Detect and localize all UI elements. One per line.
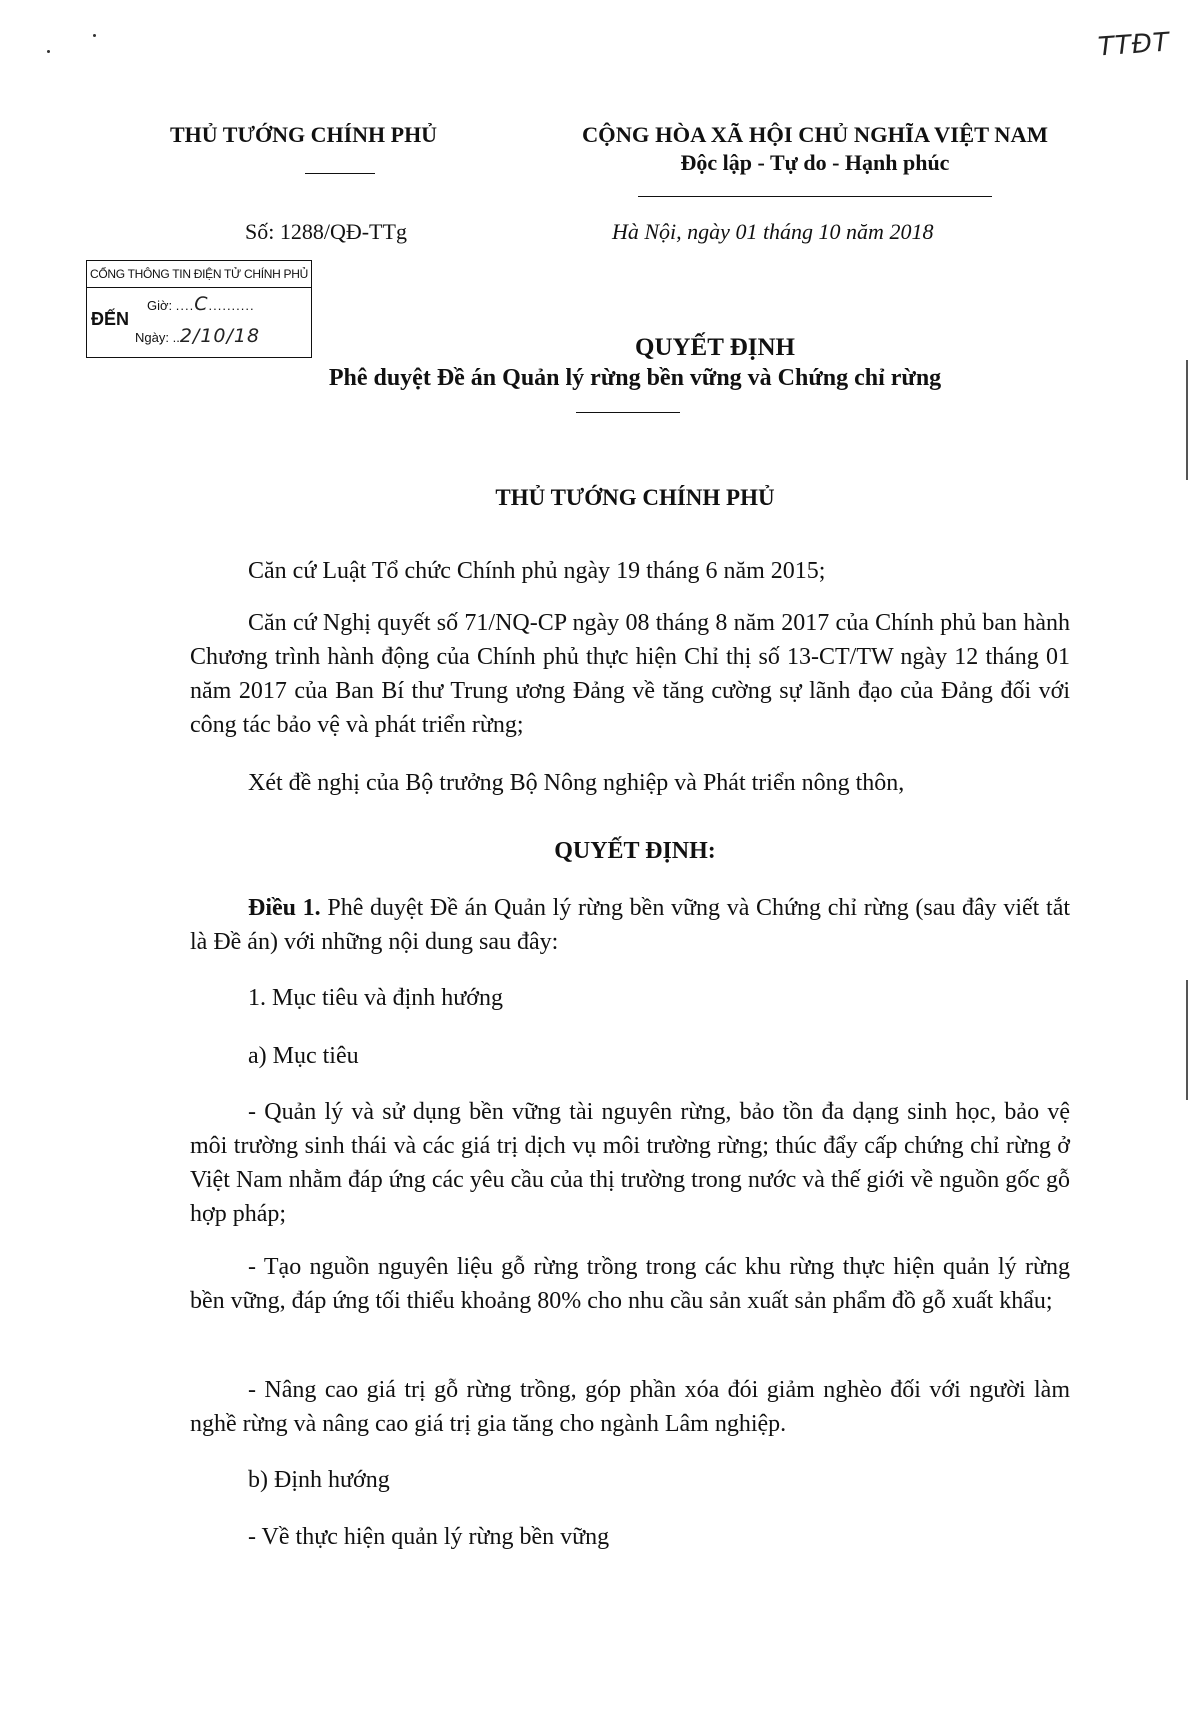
scan-edge-line [1186,980,1188,1100]
objective-bullet-2: - Tạo nguồn nguyên liệu gỗ rừng trồng trong các khu rừng thực hiện quản lý rừng bền vững, đáp ứng tối thiểu khoảng 80% cho nhu cầu sản xuất sản phẩm đồ gỗ xuất khẩu; [190,1254,1070,1314]
scan-speck [93,34,96,37]
stamp-time-label: Giờ: [147,298,173,313]
stamp-date-value: 2/10/18 [179,325,261,347]
stamp-time-row: Giờ: ....C.......... [147,293,255,315]
section-a-heading: a) Mục tiêu [248,1043,359,1069]
legal-basis-2: Căn cứ Nghị quyết số 71/NQ-CP ngày 08 tháng 8 năm 2017 của Chính phủ ban hành Chương trình hành động của Chính phủ thực hiện Chỉ thị số 13-CT/TW ngày 12 tháng 01 năm 2017 của Ban Bí thư Trung ương Đảng về tăng cường sự lãnh đạo của Đảng đối với công tác bảo vệ và phát triển rừng; [190,610,1070,738]
decision-subtitle: Phê duyệt Đề án Quản lý rừng bền vững và Chứng chỉ rừng [328,365,942,391]
subtitle-underline [576,412,680,413]
stamp-date-row: Ngày: ..2/10/18 [135,325,261,347]
objective-bullet-3: - Nâng cao giá trị gỗ rừng trồng, góp phần xóa đói giảm nghèo đối với người làm nghề rừng và nâng cao giá trị gia tăng cho ngành Lâm nghiệp. [190,1377,1070,1437]
decides-heading: QUYẾT ĐỊNH: [554,838,716,864]
decision-title: QUYẾT ĐỊNH [635,334,795,361]
issuing-authority: THỦ TƯỚNG CHÍNH PHỦ [170,122,438,147]
stamp-den-label: ĐẾN [91,309,130,329]
national-header [540,122,1090,176]
authority-underline [305,173,375,174]
section-b-heading: b) Định hướng [248,1467,390,1493]
national-name: CỘNG HÒA XÃ HỘI CHỦ NGHĨA VIỆT NAM [581,122,1049,147]
scan-speck [47,50,50,53]
stamp-time-value: C [194,293,209,315]
orientation-bullet-1: - Về thực hiện quản lý rừng bền vững [248,1524,610,1550]
article-1-label: Điều 1. [248,895,321,921]
article-1 [190,891,1070,959]
motto-underline [638,196,992,197]
handwritten-corner-mark: TTĐT [1097,27,1171,63]
article-1-text: Phê duyệt Đề án Quản lý rừng bền vững và Chứng chỉ rừng (sau đây viết tắt là Đề án) với những nội dung sau đây: [190,895,1071,955]
stamp-title: CỔNG THÔNG TIN ĐIỆN TỬ CHÍNH PHỦ [87,261,311,288]
national-motto: Độc lập - Tự do - Hạnh phúc [680,150,950,175]
document-number: Số: 1288/QĐ-TTg [245,219,407,244]
objective-bullet-1: - Quản lý và sử dụng bền vững tài nguyên rừng, bảo tồn đa dạng sinh học, bảo vệ môi trường sinh thái và các giá trị dịch vụ môi trường rừng; thúc đẩy cấp chứng chỉ rừng ở Việt Nam nhằm đáp ứng các yêu cầu của thị trường trong nước và thế giới về nguồn gốc gỗ hợp pháp; [190,1099,1070,1227]
stamp-date-label: Ngày: [135,330,169,345]
section-1-heading: 1. Mục tiêu và định hướng [248,985,503,1011]
legal-basis-1: Căn cứ Luật Tổ chức Chính phủ ngày 19 tháng 6 năm 2015; [248,558,826,584]
legal-basis-3: Xét đề nghị của Bộ trưởng Bộ Nông nghiệp và Phát triển nông thôn, [248,770,905,796]
place-and-date: Hà Nội, ngày 01 tháng 10 năm 2018 [612,219,934,244]
authority-heading: THỦ TƯỚNG CHÍNH PHỦ [495,485,775,510]
